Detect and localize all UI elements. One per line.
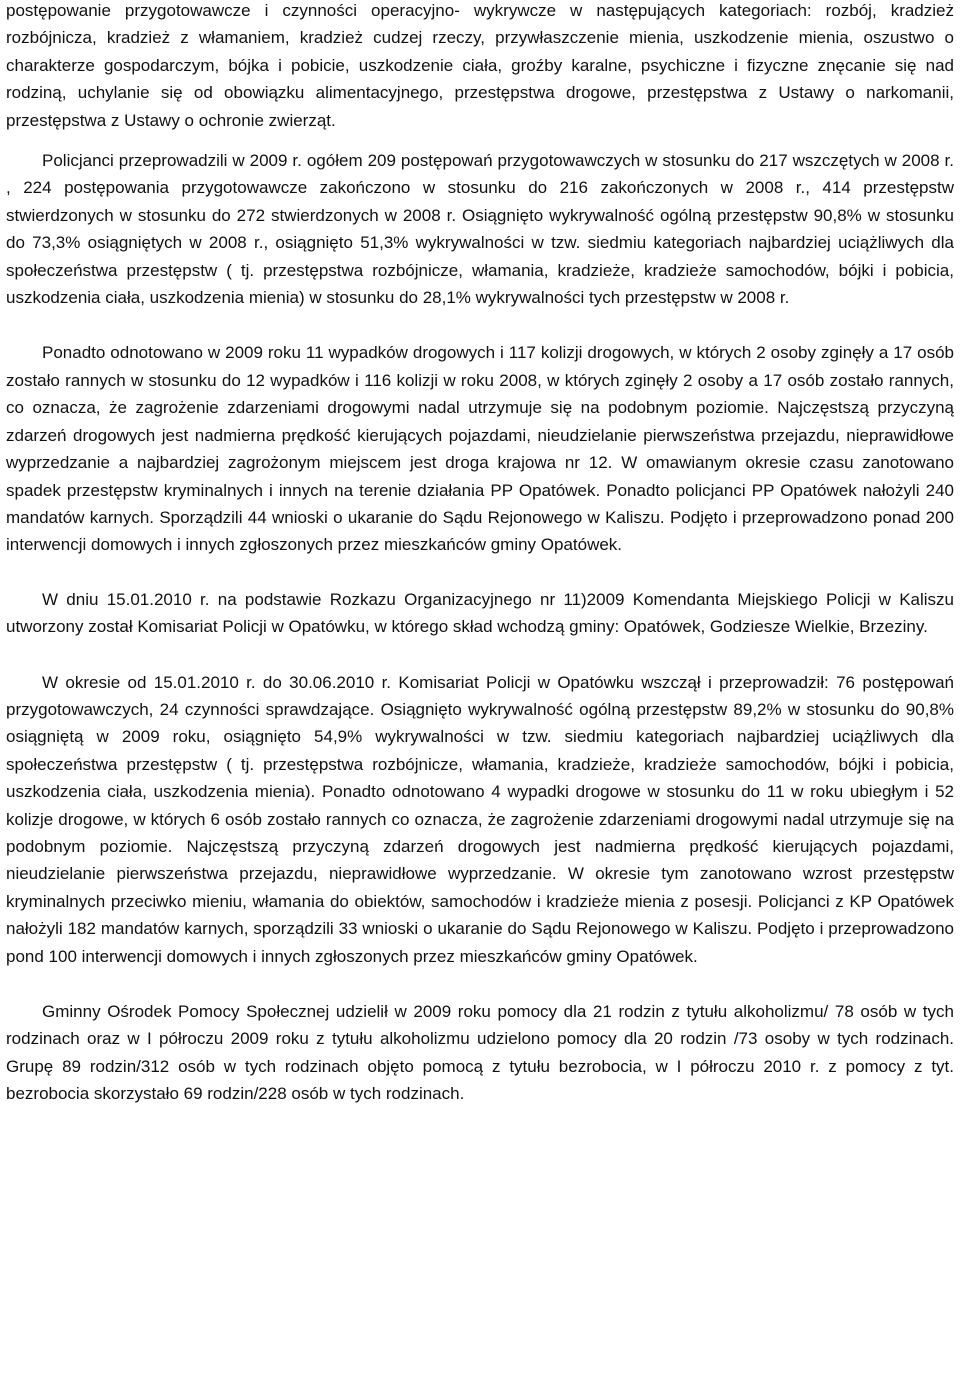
- paragraph-road-accidents: Ponadto odnotowano w 2009 roku 11 wypadków drogowych i 117 kolizji drogowych, w których 2 osoby zginęły a 17 osób zostało rannych w stosunku do 12 wypadków i 116 kolizji w roku 2008, w których zginęły 2 osoby a 17 osób zostało rannych, co oznacza, że zagrożenie zdarzeniami drogowymi nadal utrzymuje się na podobnym poziomie. Najczęstszą przyczyną zdarzeń drogowych jest nadmierna prędkość kierujących pojazdami, nieudzielanie pierwszeństwa przejazdu, nieprawidłowe wyprzedzanie a najbardziej zagrożonym miejscem jest droga krajowa nr 12. W omawianym okresie czasu zanotowano spadek przestępstw kryminalnych i innych na terenie działania PP Opatówek. Ponadto policjanci PP Opatówek nałożyli 240 mandatów karnych. Sporządzili 44 wnioski o ukaranie do Sądu Rejonowego w Kaliszu. Podjęto i przeprowadzono ponad 200 interwencji domowych i innych zgłoszonych przez mieszkańców gminy Opatówek.: [6, 343, 954, 555]
- paragraph-social-assistance: Gminny Ośrodek Pomocy Społecznej udzielił w 2009 roku pomocy dla 21 rodzin z tytułu alkoholizmu/ 78 osób w tych rodzinach oraz w I półroczu 2009 roku z tytułu alkoholizmu udzielono pomocy dla 20 rodzin /73 osoby w tych rodzinach. Grupę 89 rodzin/312 osób w tych rodzinach objęto pomocą z tytułu bezrobocia, w I półroczu 2010 r. z pomocy z tyt. bezrobocia skorzystało 69 rodzin/228 osób w tych rodzinach.: [6, 1002, 954, 1104]
- paragraph-police-station-creation: W dniu 15.01.2010 r. na podstawie Rozkazu Organizacyjnego nr 11)2009 Komendanta Miejskiego Policji w Kaliszu utworzony został Komisariat Policji w Opatówku, w którego skład wchodzą gminy: Opatówek, Godziesze Wielkie, Brzeziny.: [6, 589, 954, 637]
- paragraph-offense-categories: postępowanie przygotowawcze i czynności operacyjno- wykrywcze w następujących kategoriach: rozbój, kradzież rozbójnicza, kradzież z włamaniem, kradzież cudzej rzeczy, przywłaszczenie mienia, uszkodzenie mienia, oszustwo o charakterze gospodarczym, bójka i pobicie, uszkodzenie ciała, groźby karalne, psychiczne i fizyczne znęcanie się nad rodziną, uchylanie się od obowiązku alimentacyjnego, przestępstwa drogowe, przestępstwa z Ustawy o narkomanii, przestępstwa z Ustawy o ochronie zwierząt.: [6, 1, 954, 130]
- paragraph-2009-statistics: Policjanci przeprowadzili w 2009 r. ogółem 209 postępowań przygotowawczych w stosunku do 217 wszczętych w 2008 r. , 224 postępowania przygotowawcze zakończono w stosunku do 216 zakończonych w 2008 r., 414 przestępstw stwierdzonych w stosunku do 272 stwierdzonych w 2008 r. Osiągnięto wykrywalność ogólną przestępstw 90,8% w stosunku do 73,3% osiągniętych w 2008 r., osiągnięto 51,3% wykrywalności w tzw. siedmiu kategoriach najbardziej uciążliwych dla społeczeństwa przestępstw ( tj. przestępstwa rozbójnicze, włamania, kradzieże, kradzieże samochodów, bójki i pobicia, uszkodzenia ciała, uszkodzenia mienia) w stosunku do 28,1% wykrywalności tych przestępstw w 2008 r.: [6, 151, 954, 308]
- paragraph-2010-statistics: W okresie od 15.01.2010 r. do 30.06.2010 r. Komisariat Policji w Opatówku wszczął i przeprowadził: 76 postępowań przygotowawczych, 24 czynności sprawdzające. Osiągnięto wykrywalność ogólną przestępstw 89,2% w stosunku do 90,8% osiągniętą w 2009 roku, osiągnięto 54,9% wykrywalności w tzw. siedmiu kategoriach najbardziej uciążliwych dla społeczeństwa przestępstw ( tj. przestępstwa rozbójnicze, włamania, kradzieże, kradzieże samochodów, bójki i pobicia, uszkodzenia ciała, uszkodzenia mienia). Ponadto odnotowano 4 wypadki drogowe w stosunku do 11 w roku ubiegłym i 52 kolizje drogowe, w których 6 osób zostało rannych co oznacza, że zagrożenie zdarzeniami drogowymi nadal utrzymuje się na podobnym poziomie. Najczęstszą przyczyną zdarzeń drogowych jest nadmierna prędkość kierujących pojazdami, nieudzielanie pierwszeństwa przejazdu, nieprawidłowe wyprzedzanie. W okresie tym zanotowano wzrost przestępstw kryminalnych przeciwko mieniu, włamania do obiektów, samochodów i kradzieże mienia z posesji. Policjanci z KP Opatówek nałożyli 182 mandatów karnych, sporządzili 33 wnioski o ukaranie do Sądu Rejonowego w Kaliszu. Podjęto i przeprowadzono pond 100 interwencji domowych i innych zgłoszonych przez mieszkańców gminy Opatówek.: [6, 672, 954, 966]
